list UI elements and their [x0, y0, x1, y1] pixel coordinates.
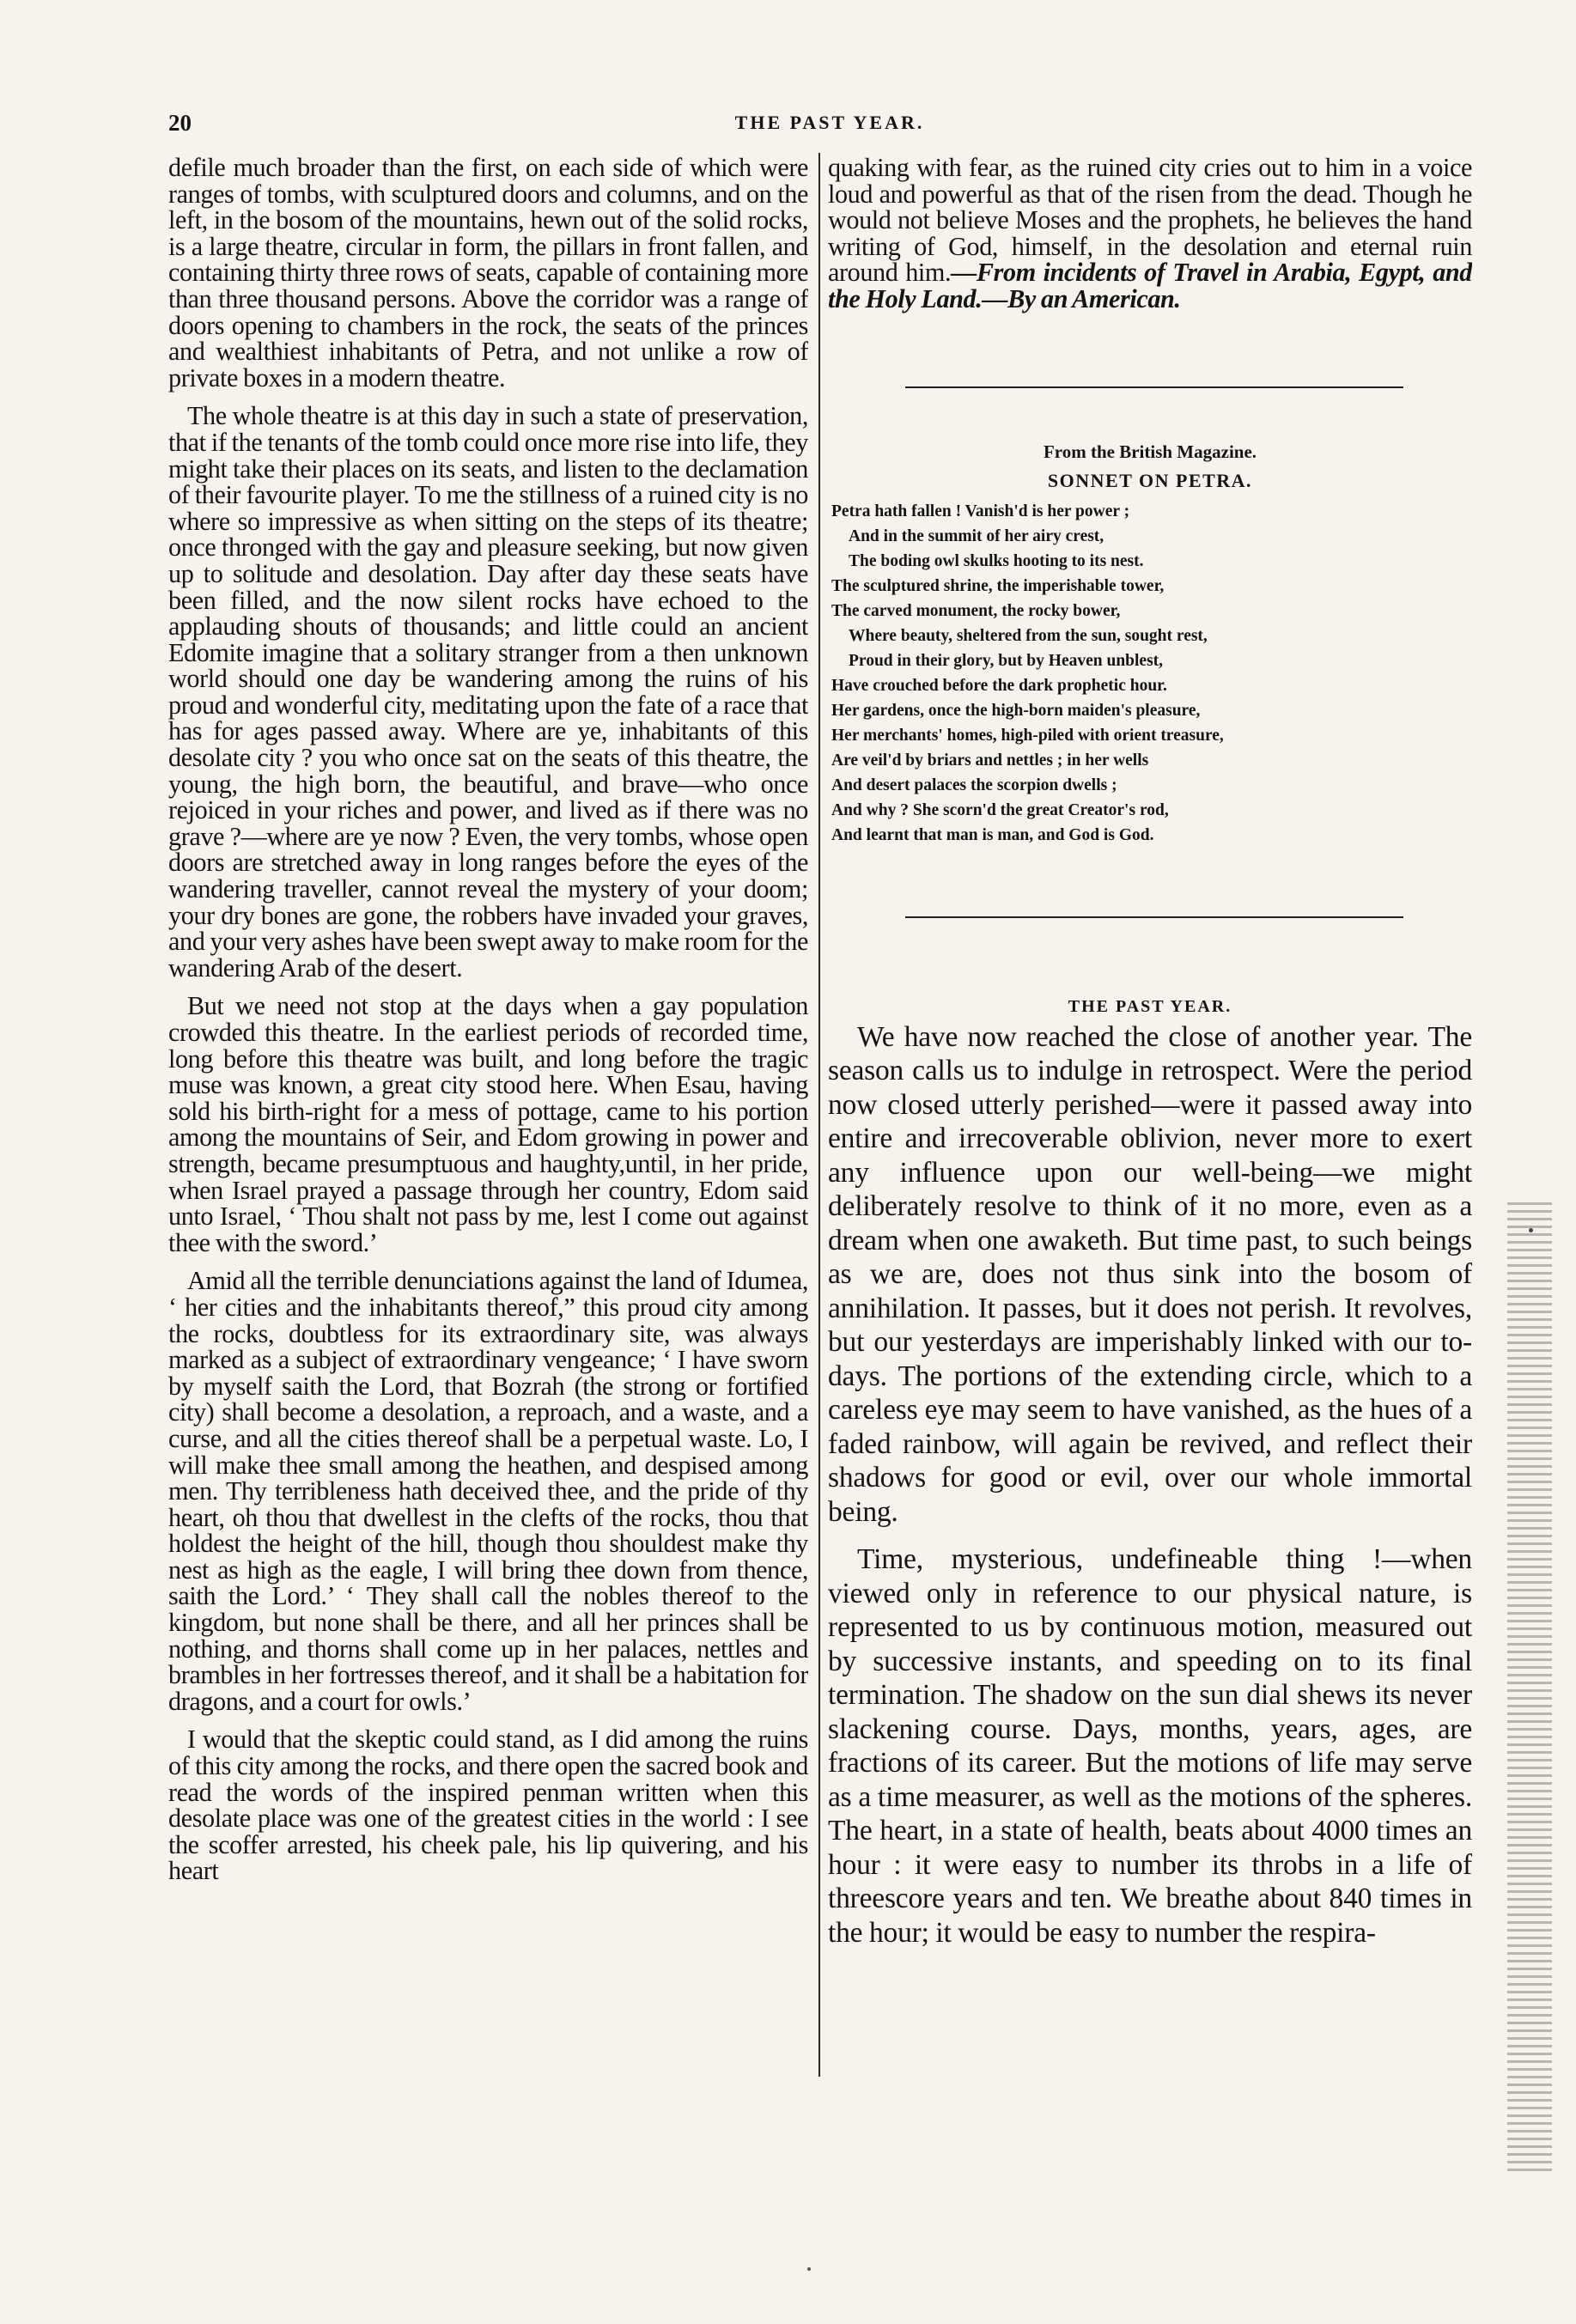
petra-paragraph-1: defile much broader than the first, on each side of which were ranges of tombs, with sculptured doors and columns, and on the left, in the bosom of the mountains, hewn out of the solid rocks, is a large theatre, circular in form, the pillars in front fallen, and containing thirty three rows of seats, capable of containing more than three thousand persons. Above the corridor was a range of doors opening to chambers in the rock, the seats of the princes and wealthiest inhabitants of Petra, and not unlike a row of private boxes in a modern theatre.	[168, 155, 808, 392]
page-edge-bleed	[1507, 1202, 1552, 2173]
running-title: THE PAST YEAR.	[734, 112, 925, 133]
poem-line: Her merchants' homes, high-piled with orient treasure,	[831, 726, 1224, 745]
poem-line: And learnt that man is man, and God is God.	[831, 825, 1154, 844]
citation: —From incidents of Travel in Arabia, Egypt, and the Holy Land.—By an American.	[828, 258, 1472, 313]
petra-paragraph-2: The whole theatre is at this day in such a state of preservation, that if the tenants of the tomb could once more rise into life, they might take their places on its seats, and listen to the declamation of their favourite player. To me the stillness of a ruined city is no where so impressive as when sitting on the steps of its theatre; once thronged with the gay and pleasure seeking, but now given up to solitude and desolation. Day after day these seats have been filled, and the now silent rocks have echoed to the applauding shouts of thousands; and little could an ancient Edomite imagine that a solitary stranger from a then unknown world should one day be wandering among the ruins of his proud and wonderful city, meditating upon the fate of a race that has for ages passed away. Where are ye, inhabitants of this desolate city ? you who once sat on the seats of this theatre, the young, the high born, the beautiful, and brave—who once rejoiced in your riches and power, and lived as if there was no grave ?—where are ye now ? Even, the very tombs, whose open doors are stretched away in long ranges before the eyes of the wandering traveller, cannot reveal the mystery of your doom; your dry bones are gone, the robbers have invaded your graves, and your very ashes have been swept away to make room for the wandering Arab of the desert.	[168, 401, 808, 983]
poem-line: The carved monument, the rocky bower,	[831, 601, 1121, 620]
right-column	[828, 155, 1472, 2096]
left-column	[168, 155, 808, 2130]
running-header	[168, 110, 1491, 144]
poem-line: The boding owl skulks hooting to its nest.	[849, 551, 1144, 570]
continuation-text: quaking with fear, as the ruined city cries out to him in a voice loud and powerful as that of the risen from the dead. Though he would not believe Moses and the prophets, he believes the hand writing of God, himself, in the desolation and eternal ruin around him.	[828, 155, 1472, 288]
petra-paragraph-3: But we need not stop at the days when a gay population crowded this theatre. In the earliest periods of recorded time, long before this theatre was built, and long before the tragic muse was known, a great city stood here. When Esau, having sold his birth-right for a mess of pottage, came to his portion among the mountains of Seir, and Edom growing in power and strength, became presumptuous and haughty,until, in her pride, when Israel prayed a passage through her country, Edom said unto Israel, ‘ Thou shalt not pass by me, lest I come out against thee with the sword.’	[168, 991, 808, 1257]
poem-line: Are veil'd by briars and nettles ; in her wells	[831, 751, 1149, 770]
poem-line: And why ? She scorn'd the great Creator's rod,	[831, 800, 1169, 819]
poem-line: Have crouched before the dark prophetic hour.	[831, 676, 1167, 695]
petra-continuation	[828, 155, 1472, 313]
poem-line: And in the summit of her airy crest,	[849, 526, 1104, 545]
ink-speck	[1529, 1228, 1533, 1232]
poem-line: Petra hath fallen ! Vanish'd is her power ;	[831, 502, 1130, 520]
poem-line: The sculptured shrine, the imperishable tower,	[831, 576, 1165, 595]
poem-line: Where beauty, sheltered from the sun, sought rest,	[849, 626, 1208, 645]
poem-line: Proud in their glory, but by Heaven unblest,	[849, 651, 1164, 670]
page-number: 20	[168, 110, 192, 136]
ink-speck	[807, 2267, 811, 2271]
essay-paragraph-2: Time, mysterious, undefineable thing !—when viewed only in reference to our physical nature, is represented to us by continuous motion, measured out by successive instants, and speeding on to its final termination. The shadow on the sun dial shews its never slackening course. Days, months, years, ages, are fractions of its career. But the motions of life may serve as a time measurer, as well as the motions of the spheres. The heart, in a state of health, beats about 4000 times an hour : it were easy to number its throbs in a life of threescore years and ten. We breathe about 840 times in the hour; it would be easy to number the respira-	[828, 1543, 1472, 1949]
petra-paragraph-4: Amid all the terrible denunciations against the land of Idumea, ‘ her cities and the inhabitants thereof,” this proud city among the rocks, doubtless for its extraordinary site, was always marked as a subject of extraordinary vengeance; ‘ I have sworn by myself saith the Lord, that Bozrah (the strong or fortified city) shall become a desolation, a reproach, and a waste, and a curse, and all the cities thereof shall be a perpetual waste. Lo, I will make thee small among the heathen, and despised among men. Thy terribleness hath deceived thee, and the pride of thy heart, oh thou that dwellest in the clefts of the rocks, thou that holdest the height of the hill, though thou shouldest make thy nest as high as the eagle, I will bring thee down from thence, saith the Lord.’ ‘ They shall call the nobles thereof to the kingdom, but none shall be there, and all her princes shall be nothing, and thorns shall come up in her palaces, nettles and brambles in her fortresses thereof, and it shall be a habitation for dragons, and a court for owls.’	[168, 1266, 808, 1716]
poem-title: SONNET ON PETRA.	[1047, 469, 1253, 491]
column-divider	[818, 153, 820, 2077]
petra-paragraph-5: I would that the skeptic could stand, as I did among the ruins of this city among the rocks, and there open the sacred book and read the words of the inspired penman written when this desolate place was one of the greatest cities in the world : I see the scoffer arrested, his cheek pale, his lip quivering, and his heart	[168, 1725, 808, 1886]
sonnet	[828, 499, 1472, 848]
poem-line: And desert palaces the scorpion dwells ;	[831, 776, 1117, 794]
poem-source: From the British Magazine.	[1043, 441, 1257, 462]
poem-line: Her gardens, once the high-born maiden's pleasure,	[831, 701, 1201, 720]
essay-title: THE PAST YEAR.	[1068, 996, 1232, 1016]
essay-paragraph-1: We have now reached the close of another year. The season calls us to indulge in retrospect. Were the period now closed utterly perished—were it passed away into entire and irrecoverable oblivion, never more to exert any influence upon our well-being—we might deliberately resolve to think of it no more, even as a dream when one awaketh. But time past, to such beings as we are, does not thus sink into the bosom of annihilation. It passes, but it does not perish. It revolves, but our yesterdays are imperishably linked with our to-days. The portions of the extending circle, which to a careless eye may seem to have vanished, as the hues of a faded rainbow, will again be revived, and reflect their shadows for good or evil, over our whole immortal being.	[828, 1020, 1472, 1528]
